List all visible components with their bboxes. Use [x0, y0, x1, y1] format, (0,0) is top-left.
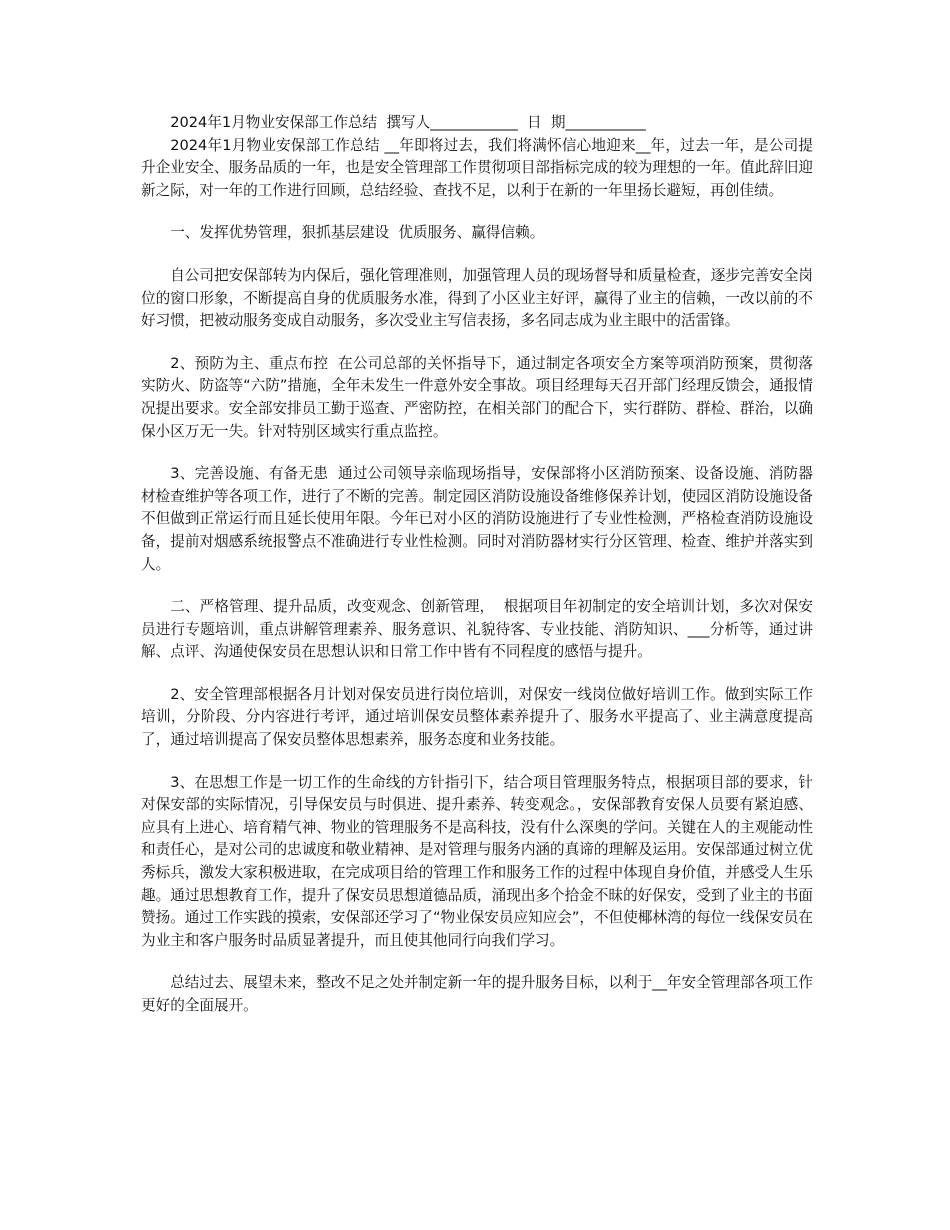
intro-paragraph: 2024年1月物业安保部工作总结 __年即将过去，我们将满怀信心地迎来__年，过去一年，是公司提升企业安全、服务品质的一年，也是安全管理部工作贯彻项目部指标完成的较为理想的一年。值此辞旧迎新之际，对一年的工作进行回顾，总结经验、查找不足，以利于在新的一年里扬长避短，再创佳绩。 [141, 136, 813, 199]
document-header: 2024年1月物业安保部工作总结 撰写人____________ 日 期___________ [170, 114, 646, 131]
paragraph-1: 自公司把安保部转为内保后，强化管理准则，加强管理人员的现场督导和质量检查，逐步完善安全岗位的窗口形象，不断提高自身的优质服务水准，得到了小区业主好评，赢得了业主的信赖，一改以前的不好习惯，把被动服务变成自动服务，多次受业主写信表扬，多名同志成为业主眼中的活雷锋。 [141, 266, 813, 330]
paragraph-3: 3、完善设施、有备无患 通过公司领导亲临现场指导，安保部将小区消防预案、设备设施、消防器材检查维护等各项工作，进行了不断的完善。制定园区消防设施设备维修保养计划，使园区消防设施设备不但做到正常运行而且延长使用年限。今年已对小区的消防设施进行了专业性检测，严格检查消防设施设备，提前对烟感系统报警点不准确进行专业性检测。同时对消防器材实行分区管理、检查、维护并落实到人。 [141, 465, 813, 573]
section-heading-1: 一、发挥优势管理，狠抓基层建设 优质服务、赢得信赖。 [170, 224, 545, 242]
paragraph-2: 2、预防为主、重点布控 在公司总部的关怀指导下，通过制定各项安全方案等项消防预案，贯彻落实防火、防盗等“六防”措施，全年未发生一件意外安全事故。项目经理每天召开部门经理反馈会，通报情况提出要求。安全部安排员工勤于巡查、严密防控，在相关部门的配合下，实行群防、群检、群治，以确保小区万无一失。针对特别区域实行重点监控。 [141, 354, 813, 440]
closing-paragraph: 总结过去、展望未来，整改不足之处并制定新一年的提升服务目标，以利于__年安全管理部各项工作更好的全面展开。 [141, 974, 813, 1014]
paragraph-6: 3、在思想工作是一切工作的生命线的方针指引下，结合项目管理服务特点，根据项目部的要求，针对保安部的实际情况，引导保安员与时俱进、提升素养、转变观念。，安保部教育安保人员要有紧迫感、应具有上进心、培育精气神、物业的管理服务不是高科技，没有什么深奥的学问。关键在人的主观能动性和责任心，是对公司的忠诚度和敬业精神、是对管理与服务内涵的真谛的理解及运用。安保部通过树立优秀标兵，激发大家积极进取，在完成项目给的管理工作和服务工作的过程中体现自身价值，并感受人生乐趣。通过思想教育工作，提升了保安员思想道德品质，涌现出多个拾金不昧的好保安，受到了业主的书面赞扬。通过工作实践的摸索，安保部还学习了“物业保安员应知应会”，不但使椰林湾的每位一线保安员在为业主和客户服务时品质显著提升，而且使其他同行向我们学习。 [141, 773, 813, 949]
document-body [141, 112, 813, 1018]
paragraph-4: 二、严格管理、提升品质，改变观念、创新管理， 根据项目年初制定的安全培训计划，多次对保安员进行专题培训，重点讲解管理素养、服务意识、礼貌待客、专业技能、消防知识、___分析等，通过讲解、点评、沟通使保安员在思想认识和日常工作中皆有不同程度的感悟与提升。 [141, 598, 813, 661]
paragraph-5: 2、安全管理部根据各月计划对保安员进行岗位培训，对保安一线岗位做好培训工作。做到实际工作培训，分阶段、分内容进行考评，通过培训保安员整体素养提升了、服务水平提高了、业主满意度提高了，通过培训提高了保安员整体思想素养，服务态度和业务技能。 [141, 685, 813, 749]
